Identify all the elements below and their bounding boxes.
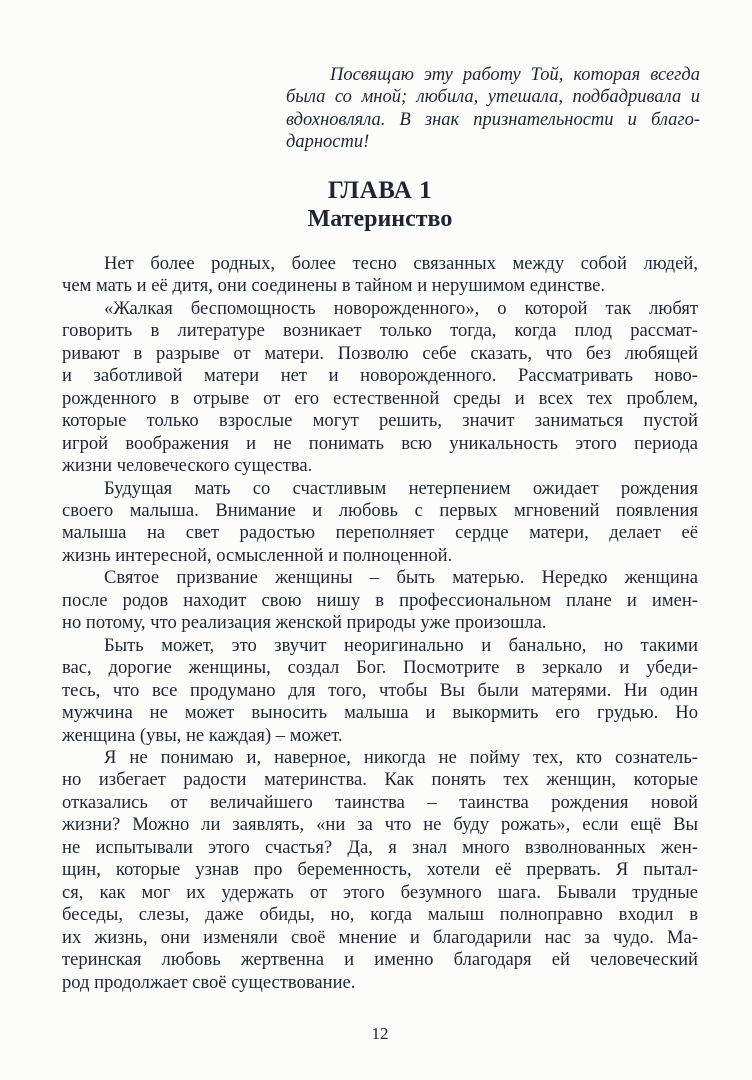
dedication-line: Посвящаю эту работу Той, которая всегда [330,65,700,85]
text-line: женщина (увы, не каждая) – может. [62,724,343,746]
text-line: Быть может, это звучит неоригинально и банально, но такими [104,634,698,656]
text-line: игрой воображения и не понимать всю уникальность этого периода [62,432,698,454]
text-line: щин, которые узнав про беременность, хотели её прервать. Я пытал- [62,859,698,881]
paragraph [62,635,698,747]
paragraph [62,478,698,568]
page-number: 12 [371,1024,389,1043]
text-line: ривают в разрыве от матери. Позволю себе сказать, что без любящей [62,342,698,364]
paragraph [62,298,698,478]
chapter-title: Материнство [307,206,453,232]
text-line: род продолжает своё существование. [62,971,356,993]
text-line: мужчина не может выносить малыша и выкормить его грудью. Но [62,702,698,724]
text-line: малыша на свет радостью переполняет сердце матери, делает её [62,522,698,544]
text-line: чем мать и её дитя, они соединены в тайном и нерушимом единстве. [62,275,606,297]
text-line: ся, как мог их удержать от этого безумного шага. Бывали трудные [62,881,698,903]
text-line: их жизнь, они изменяли своё мнение и благодарили нас за чудо. Ма- [62,926,698,948]
text-line: говорить в литературе возникает только тогда, когда плод рассмат- [62,320,698,342]
text-line: после родов находит свою нишу в профессиональном плане и имен- [62,589,698,611]
paragraph [62,747,698,994]
text-line: отказались от величайшего таинства – таинства рождения новой [62,791,698,813]
dedication-line: была со мной; любила, утешала, подбадривала и [286,87,700,108]
text-line: жизнь интересной, осмысленной и полноценной. [62,544,453,566]
text-line: не испытывали этого счастья? Да, я знал много взволнованных жен- [62,836,698,858]
text-line: Святое призвание женщины – быть матерью. Нередко женщина [104,567,698,589]
text-line: жизни? Можно ли заявлять, «ни за что не буду рожать», если ещё Вы [62,814,698,836]
text-line: и заботливой матери нет и новорожденного. Рассматривать ново- [62,365,698,387]
paragraph [62,567,698,634]
body-text [62,253,698,994]
text-line: Будущая мать со счастливым нетерпением ожидает рождения [104,477,698,499]
text-line: тесь, что все продумано для того, чтобы Вы были матерями. Ни один [62,679,698,701]
dedication [286,64,700,154]
chapter-heading: ГЛАВА 1 [327,177,433,204]
text-line: жизни человеческого существа. [62,455,313,477]
text-line: которые только взрослые могут решить, значит заниматься пустой [62,410,698,432]
text-line: вас, дорогие женщины, создал Бог. Посмотрите в зеркало и убеди- [62,657,698,679]
paragraph [62,253,698,298]
dedication-line: вдохновляла. В знак признательности и благо- [286,109,700,130]
text-line: но потому, что реализация женской природы уже произошла. [62,612,547,634]
text-line: «Жалкая беспомощность новорожденного», о которой так любят [104,297,698,319]
dedication-line: дарности! [286,132,370,153]
text-line: беседы, слезы, даже обиды, но, когда малыш полноправно входил в [62,904,698,926]
text-line: теринская любовь жертвенна и именно благодаря ей человеческий [62,949,698,971]
text-line: но избегает радости материнства. Как понять тех женщин, которые [62,769,698,791]
text-line: своего малыша. Внимание и любовь с первых мгновений появления [62,499,698,521]
text-line: Нет более родных, более тесно связанных между собой людей, [104,253,698,274]
text-line: Я не понимаю и, наверное, никогда не пойму тех, кто сознатель- [104,746,698,768]
text-line: рожденного в отрыве от его естественной среды и всех тех проблем, [62,387,698,409]
